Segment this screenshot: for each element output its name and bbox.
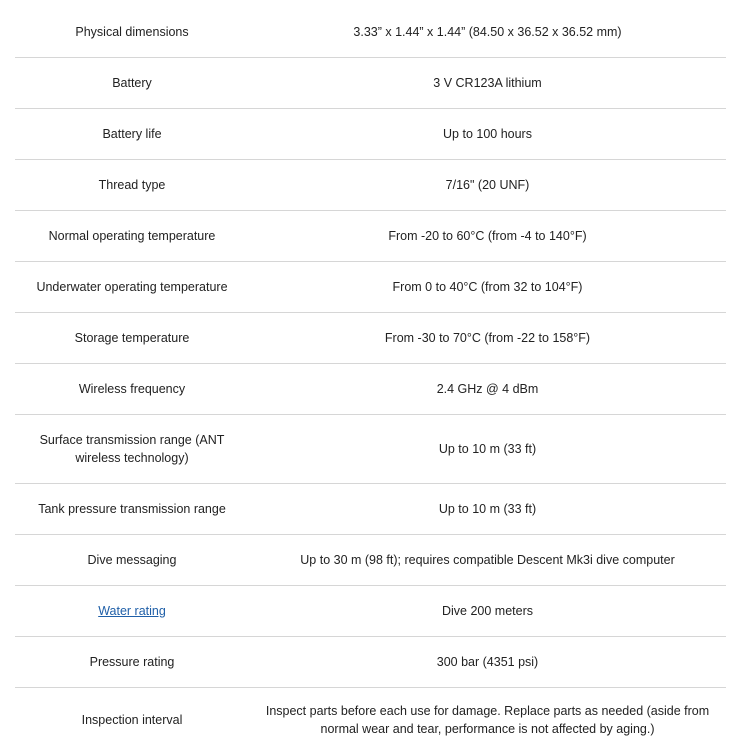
spec-label: Tank pressure transmission range: [38, 502, 226, 516]
spec-label: Storage temperature: [74, 331, 190, 345]
spec-value: Up to 100 hours: [443, 127, 532, 141]
spec-value: 7/16" (20 UNF): [445, 178, 530, 192]
table-row: [15, 160, 726, 211]
table-row: [15, 586, 726, 637]
spec-value: Up to 10 m (33 ft): [438, 502, 537, 516]
spec-label-cell: [15, 586, 249, 637]
table-row: [15, 211, 726, 262]
spec-value: Up to 30 m (98 ft); requires compatible Descent Mk3i dive computer: [300, 553, 675, 567]
spec-value: From -30 to 70°C (from -22 to 158°F): [384, 331, 591, 345]
table-row: [15, 6, 726, 58]
specs-table: [15, 6, 726, 752]
spec-label: Normal operating temperature: [48, 229, 216, 243]
spec-label: Physical dimensions: [75, 24, 189, 39]
spec-label: Wireless frequency: [78, 382, 186, 396]
spec-value: 2.4 GHz @ 4 dBm: [436, 382, 539, 396]
spec-value: From -20 to 60°C (from -4 to 140°F): [388, 229, 587, 243]
spec-label: Battery: [112, 76, 152, 90]
spec-value: From 0 to 40°C (from 32 to 104°F): [392, 280, 583, 294]
table-row: [15, 58, 726, 109]
table-row: [15, 637, 726, 688]
table-row: [15, 415, 726, 484]
spec-label: Battery life: [102, 127, 162, 141]
spec-label: Thread type: [98, 178, 166, 192]
table-row: [15, 364, 726, 415]
table-row: [15, 109, 726, 160]
table-row: [15, 688, 726, 752]
table-row: [15, 535, 726, 586]
spec-label: Dive messaging: [87, 553, 177, 567]
spec-value: Inspect parts before each use for damage. Replace parts as needed (aside from normal wear and tear, performance is not affected by aging.): [265, 704, 710, 736]
water-rating-link[interactable]: Water rating: [98, 604, 166, 618]
spec-label: Surface transmission range (ANT wireless technology): [39, 433, 225, 465]
spec-label: Underwater operating temperature: [36, 280, 228, 294]
spec-label: Inspection interval: [81, 713, 183, 727]
table-row: [15, 262, 726, 313]
table-row: [15, 313, 726, 364]
spec-value: 3.33” x 1.44” x 1.44” (84.50 x 36.52 x 36.52 mm): [353, 24, 622, 39]
spec-value: Up to 10 m (33 ft): [438, 442, 537, 456]
spec-value: 3 V CR123A lithium: [433, 76, 542, 90]
spec-label: Pressure rating: [89, 655, 175, 669]
spec-value: Dive 200 meters: [441, 604, 533, 618]
table-row: [15, 484, 726, 535]
spec-value: 300 bar (4351 psi): [436, 655, 539, 669]
